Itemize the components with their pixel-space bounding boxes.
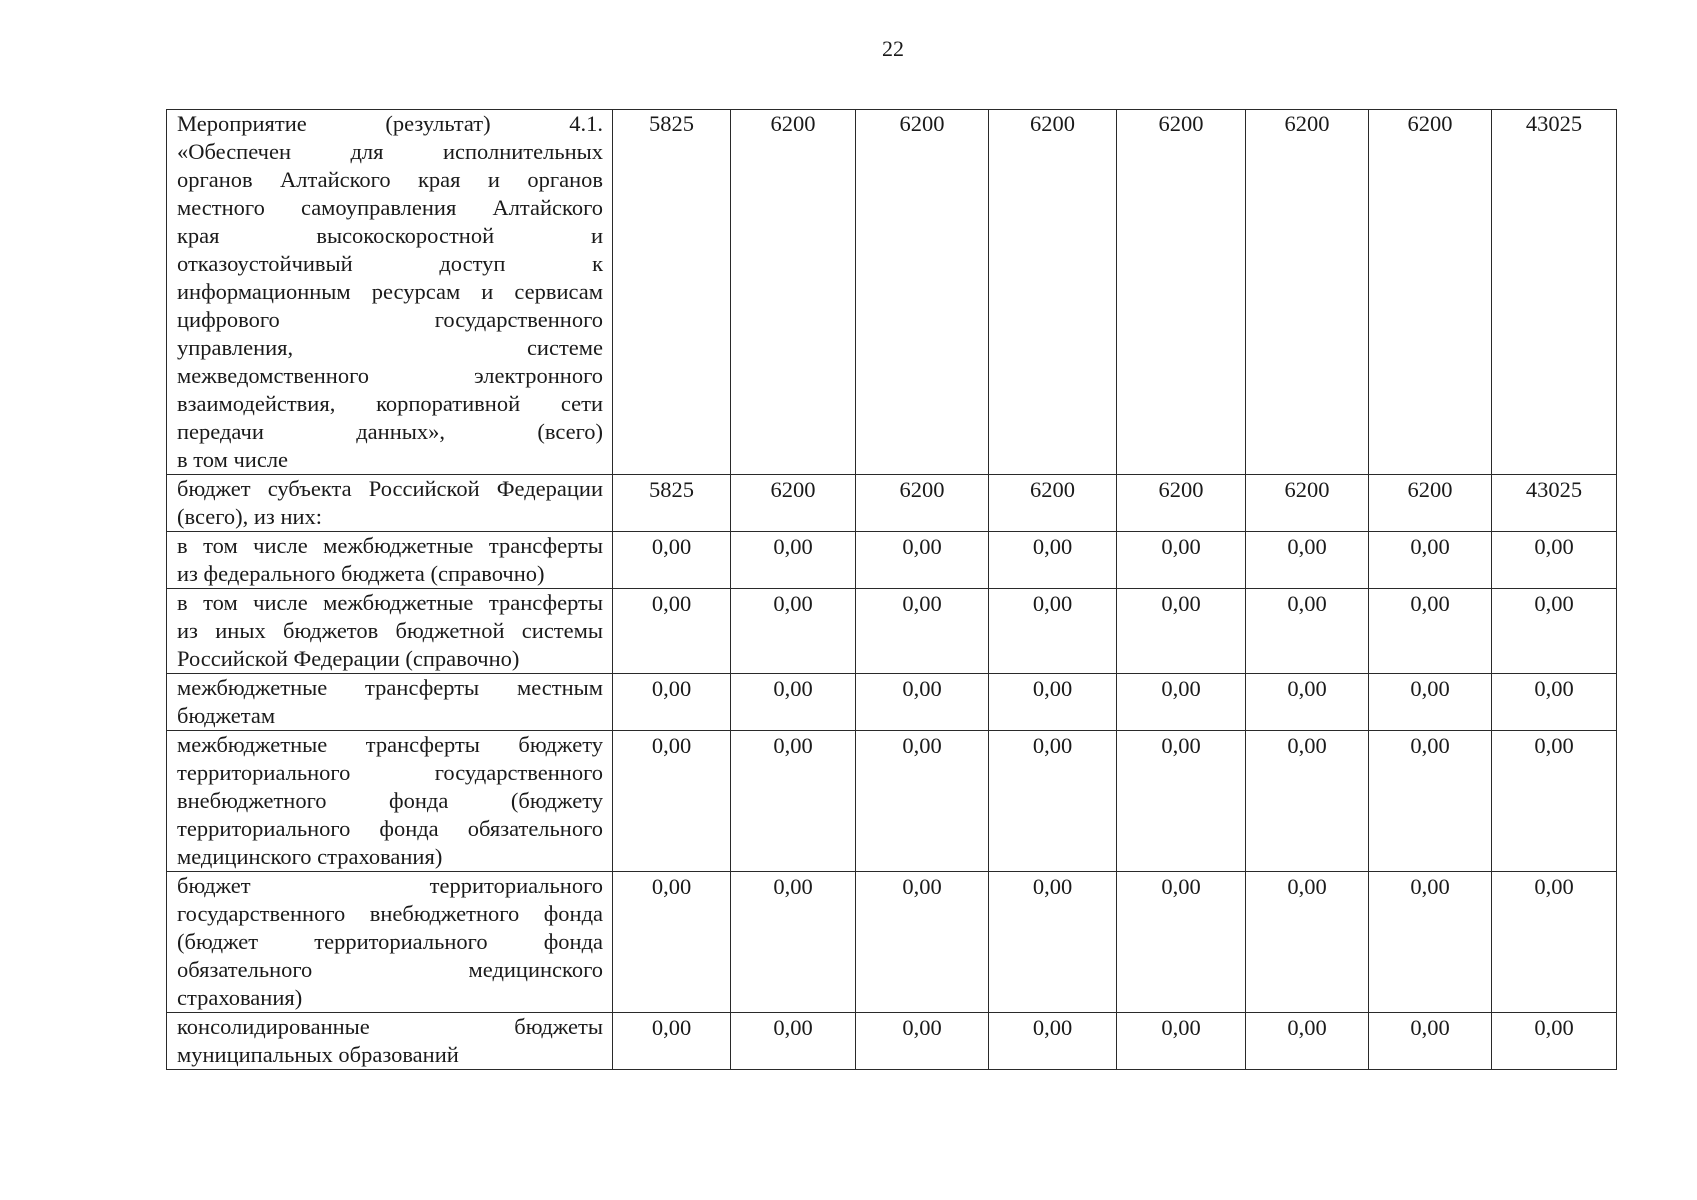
- table-row: [167, 872, 1617, 1013]
- value-cell: 0,00: [1117, 1013, 1246, 1070]
- value-cell: 0,00: [989, 589, 1117, 674]
- value-cell: 0,00: [1246, 674, 1369, 731]
- value-cell: 0,00: [613, 731, 731, 872]
- row-label-line: информационным ресурсам и сервисам: [177, 279, 603, 304]
- value-cell: 0,00: [1117, 731, 1246, 872]
- value-cell: 6200: [856, 110, 989, 475]
- value-cell: 0,00: [856, 1013, 989, 1070]
- value-cell: 43025: [1492, 475, 1617, 532]
- value-cell: 0,00: [1369, 674, 1492, 731]
- value-cell: 0,00: [1369, 532, 1492, 589]
- value-cell: 6200: [1117, 475, 1246, 532]
- value-cell: 0,00: [856, 589, 989, 674]
- row-label-line: местного самоуправления Алтайского: [177, 195, 603, 220]
- value-cell: 43025: [1492, 110, 1617, 475]
- row-label-line: отказоустойчивый доступ к: [177, 251, 603, 276]
- row-label-line: управления, системе: [177, 335, 603, 360]
- row-label: [167, 110, 613, 475]
- row-label-line: передачи данных», (всего): [177, 419, 603, 444]
- value-cell: 0,00: [1492, 1013, 1617, 1070]
- value-cell: 0,00: [613, 674, 731, 731]
- table-row: [167, 475, 1617, 532]
- row-label-line: в том числе: [177, 447, 289, 472]
- value-cell: 0,00: [731, 872, 856, 1013]
- row-label-line: страхования): [177, 985, 303, 1010]
- value-cell: 6200: [1246, 110, 1369, 475]
- value-cell: 0,00: [613, 1013, 731, 1070]
- row-label-line: органов Алтайского края и органов: [177, 167, 603, 192]
- row-label-line: (бюджет территориального фонда: [177, 929, 603, 954]
- value-cell: 0,00: [731, 731, 856, 872]
- value-cell: 0,00: [731, 589, 856, 674]
- row-label-line: медицинского страхования): [177, 844, 443, 869]
- value-cell: 0,00: [856, 872, 989, 1013]
- value-cell: 0,00: [1369, 589, 1492, 674]
- table-body: [167, 110, 1617, 1070]
- value-cell: 6200: [856, 475, 989, 532]
- row-label-line: из федерального бюджета (справочно): [177, 561, 545, 586]
- value-cell: 0,00: [1117, 872, 1246, 1013]
- value-cell: 0,00: [731, 674, 856, 731]
- value-cell: 6200: [1369, 110, 1492, 475]
- value-cell: 5825: [613, 110, 731, 475]
- row-label: [167, 589, 613, 674]
- row-label-line: взаимодействия, корпоративной сети: [177, 391, 603, 416]
- row-label-line: внебюджетного фонда (бюджету: [177, 788, 603, 813]
- row-label-line: муниципальных образований: [177, 1042, 459, 1067]
- row-label-line: из иных бюджетов бюджетной системы: [177, 618, 603, 643]
- row-label: [167, 1013, 613, 1070]
- value-cell: 0,00: [1246, 532, 1369, 589]
- row-label-line: консолидированные бюджеты: [177, 1014, 603, 1039]
- row-label-line: межбюджетные трансферты бюджету: [177, 732, 603, 757]
- row-label-line: края высокоскоростной и: [177, 223, 603, 248]
- value-cell: 0,00: [856, 532, 989, 589]
- row-label: [167, 475, 613, 532]
- value-cell: 0,00: [1246, 1013, 1369, 1070]
- row-label-line: территориального государственного: [177, 760, 603, 785]
- row-label-line: (всего), из них:: [177, 504, 323, 529]
- value-cell: 0,00: [856, 674, 989, 731]
- row-label-line: в том числе межбюджетные трансферты: [177, 590, 603, 615]
- row-label-line: бюджет территориального: [177, 873, 603, 898]
- row-label-line: государственного внебюджетного фонда: [177, 901, 603, 926]
- value-cell: 0,00: [1492, 532, 1617, 589]
- value-cell: 0,00: [1369, 731, 1492, 872]
- value-cell: 0,00: [1246, 872, 1369, 1013]
- row-label: [167, 731, 613, 872]
- value-cell: 0,00: [1117, 674, 1246, 731]
- value-cell: 0,00: [613, 532, 731, 589]
- row-label: [167, 532, 613, 589]
- page-number: 22: [882, 36, 904, 61]
- row-label-line: цифрового государственного: [177, 307, 603, 332]
- table-row: [167, 110, 1617, 475]
- value-cell: 0,00: [731, 1013, 856, 1070]
- value-cell: 5825: [613, 475, 731, 532]
- row-label-line: межбюджетные трансферты местным: [177, 675, 603, 700]
- table-row: [167, 589, 1617, 674]
- row-label-line: бюджет субъекта Российской Федерации: [177, 476, 603, 501]
- value-cell: 6200: [1117, 110, 1246, 475]
- value-cell: 0,00: [989, 1013, 1117, 1070]
- value-cell: 6200: [989, 110, 1117, 475]
- value-cell: 0,00: [1246, 589, 1369, 674]
- table-row: [167, 1013, 1617, 1070]
- value-cell: 0,00: [989, 872, 1117, 1013]
- value-cell: 0,00: [989, 532, 1117, 589]
- value-cell: 6200: [989, 475, 1117, 532]
- value-cell: 0,00: [1492, 674, 1617, 731]
- value-cell: 0,00: [856, 731, 989, 872]
- value-cell: 6200: [731, 475, 856, 532]
- row-label-line: в том числе межбюджетные трансферты: [177, 533, 603, 558]
- row-label-line: Российской Федерации (справочно): [177, 646, 520, 671]
- value-cell: 0,00: [613, 872, 731, 1013]
- value-cell: 0,00: [731, 532, 856, 589]
- budget-table: [166, 109, 1617, 1070]
- value-cell: 0,00: [1117, 532, 1246, 589]
- table-row: [167, 731, 1617, 872]
- table-row: [167, 674, 1617, 731]
- row-label-line: обязательного медицинского: [177, 957, 603, 982]
- value-cell: 0,00: [989, 674, 1117, 731]
- row-label-line: «Обеспечен для исполнительных: [177, 139, 603, 164]
- row-label: [167, 674, 613, 731]
- value-cell: 0,00: [1492, 589, 1617, 674]
- value-cell: 0,00: [1369, 872, 1492, 1013]
- value-cell: 0,00: [1246, 731, 1369, 872]
- table-row: [167, 532, 1617, 589]
- value-cell: 0,00: [1492, 872, 1617, 1013]
- value-cell: 0,00: [989, 731, 1117, 872]
- value-cell: 0,00: [1369, 1013, 1492, 1070]
- row-label: [167, 872, 613, 1013]
- row-label-line: территориального фонда обязательного: [177, 816, 603, 841]
- value-cell: 0,00: [1117, 589, 1246, 674]
- value-cell: 6200: [731, 110, 856, 475]
- row-label-line: бюджетам: [177, 703, 276, 728]
- value-cell: 0,00: [613, 589, 731, 674]
- row-label-line: Мероприятие (результат) 4.1.: [177, 111, 603, 136]
- value-cell: 0,00: [1492, 731, 1617, 872]
- value-cell: 6200: [1369, 475, 1492, 532]
- value-cell: 6200: [1246, 475, 1369, 532]
- row-label-line: межведомственного электронного: [177, 363, 603, 388]
